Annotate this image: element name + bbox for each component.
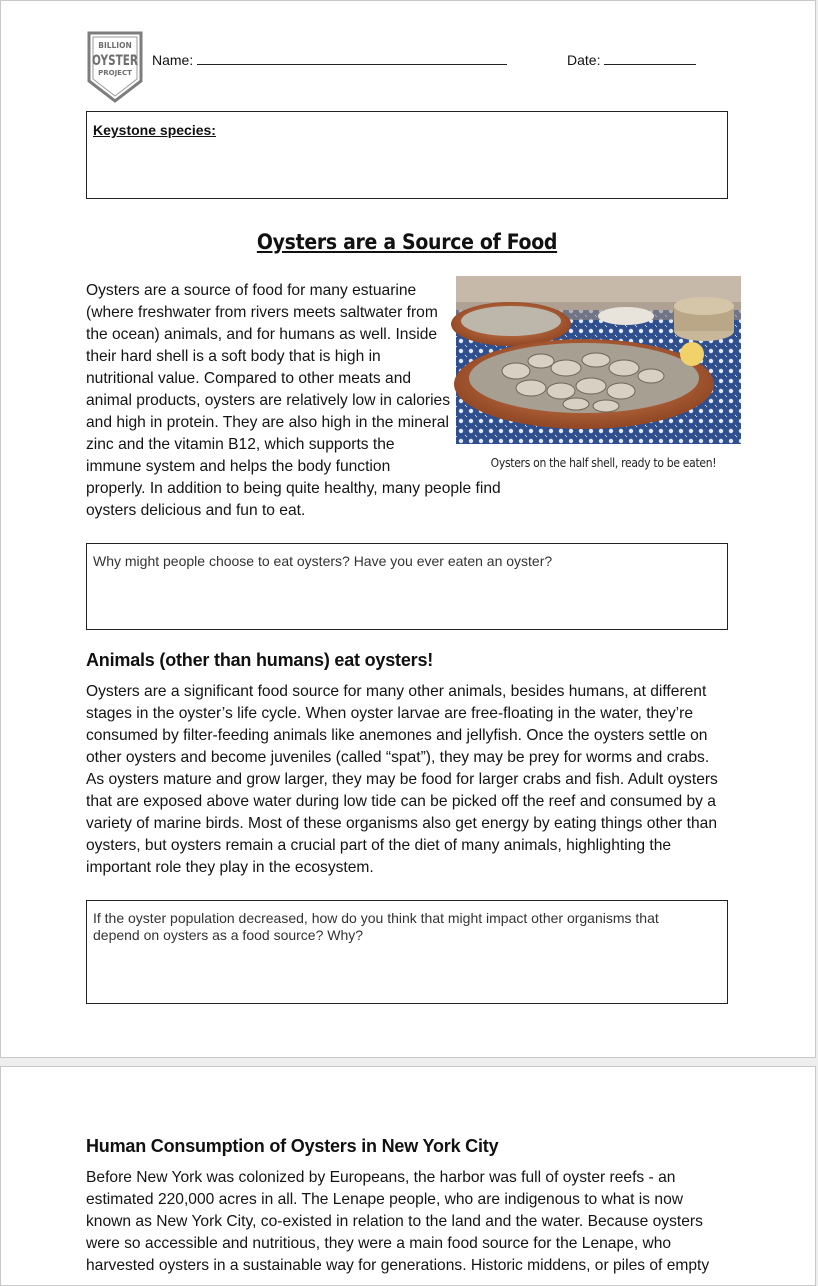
question-box-population[interactable]: [86, 900, 728, 1004]
date-field[interactable]: [567, 51, 696, 68]
worksheet-page-2: [0, 1066, 816, 1286]
name-field[interactable]: [152, 51, 507, 68]
question-box-eat-oysters[interactable]: [86, 543, 728, 630]
name-blank[interactable]: [197, 51, 507, 65]
section-heading-nyc: Human Consumption of Oysters in New York City: [86, 1136, 499, 1156]
svg-text:BILLION: BILLION: [98, 41, 132, 50]
question-prompt: Why might people choose to eat oysters? Have you ever eaten an oyster?: [93, 553, 553, 569]
billion-oyster-project-logo: [86, 31, 144, 103]
intro-paragraph: Oysters are a source of food for many estuarine (where freshwater from rivers meets saltwater from the ocean) animals, and for humans as well. Inside their hard shell is a soft body that is high in nutritional value. Compared to other meats and animal products, oysters are relatively low in calories and high in protein. They are also high in the mineral zinc and the vitamin B12, which supports the immune system and helps the body function properly. In addition to being quite healthy, many people find oysters delicious and fun to eat.: [86, 280, 516, 522]
section-heading-animals: Animals (other than humans) eat oysters!: [86, 650, 434, 670]
svg-text:PROJECT: PROJECT: [98, 69, 132, 77]
name-label: Name:: [152, 52, 194, 68]
animals-paragraph: Oysters are a significant food source for many other animals, besides humans, at different stages in the oyster’s life cycle. When oyster larvae are free-floating in the water, they’re consumed by filter-feeding animals like anemones and jellyfish. Once the oysters settle on other oysters and become juveniles (called “spat”), they may be prey for worms and crabs. As oysters mature and grow larger, they may be food for larger crabs and fish. Adult oysters that are exposed above water during low tide can be picked off the reef and consumed by a variety of marine birds. Most of these organisms also get energy by eating things other than oysters, but oysters remain a crucial part of the diet of many animals, highlighting the important role they play in the ecosystem.: [86, 683, 718, 876]
svg-text:OYSTER: OYSTER: [92, 53, 139, 69]
keystone-species-label: Keystone species:: [93, 122, 216, 138]
image-float-spacer: [452, 280, 516, 460]
date-blank[interactable]: [604, 51, 696, 65]
question-prompt: If the oyster population decreased, how do you think that might impact other organisms that depend on oysters as a food source? Why?: [93, 910, 659, 943]
section-title: Oysters are a Source of Food: [256, 230, 558, 254]
date-label: Date:: [567, 52, 601, 68]
keystone-species-box[interactable]: [86, 111, 728, 199]
nyc-paragraph: Before New York was colonized by Europeans, the harbor was full of oyster reefs - an estimated 220,000 acres in all. The Lenape people, who are indigenous to what is now known as New York City, co-existed in relation to the land and the water. Because oysters were so accessible and nutritious, they were a main food source for the Lenape, who harvested oysters in a sustainable way for generations. Historic middens, or piles of empty: [86, 1169, 710, 1274]
image-caption: Oysters on the half shell, ready to be eaten!: [490, 456, 717, 470]
